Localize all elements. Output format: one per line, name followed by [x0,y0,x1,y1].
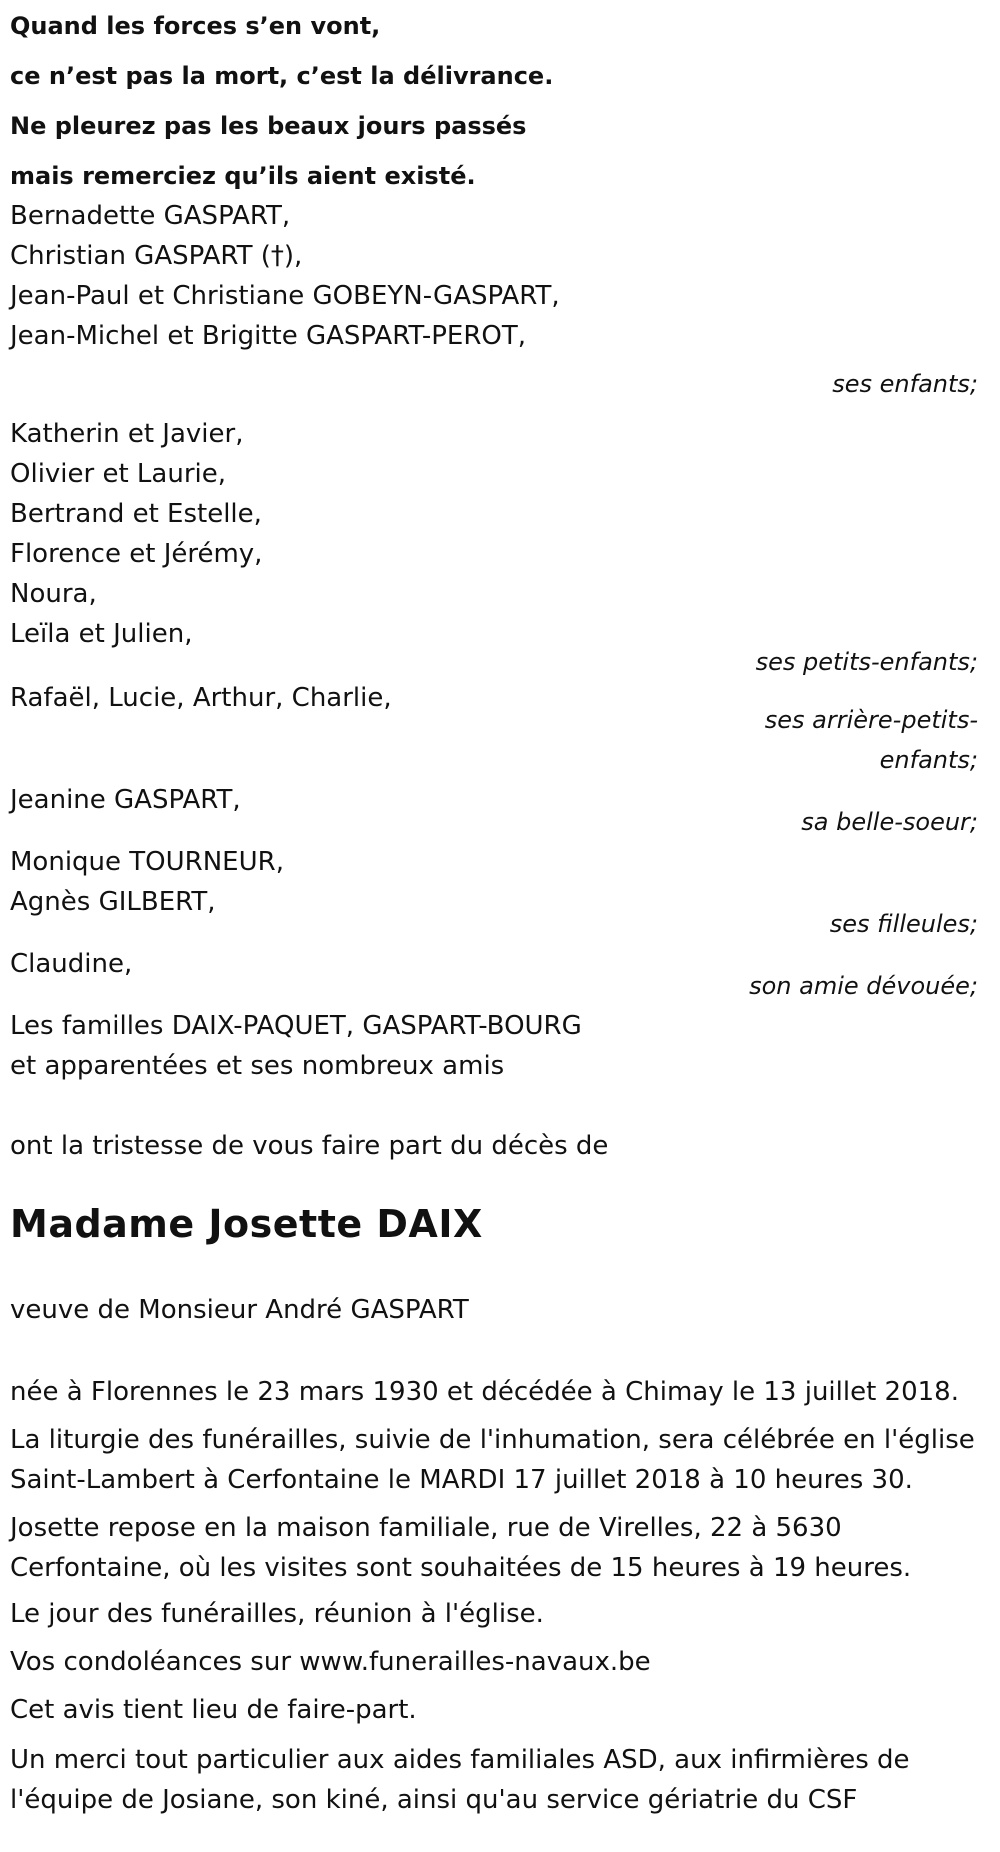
birth-death-info: née à Florennes le 23 mars 1930 et décédée à Chimay le 13 juillet 2018. [10,1377,959,1407]
family-member-name: Katherin et Javier, [10,419,244,449]
family-member-name: Jeanine GASPART, [10,785,241,815]
visitation-info: Josette repose en la maison familiale, rue de Virelles, 22 à 5630 Cerfontaine, où les visites sont souhaitées de 15 heures à 19 heures. [10,1513,912,1583]
poem-line: Ne pleurez pas les beaux jours passés [10,112,527,140]
relation-grandchildren: ses petits-enfants; [755,648,978,676]
family-member-name: Leïla et Julien, [10,619,193,649]
family-member-name: Claudine, [10,949,133,979]
family-member-name: Bernadette GASPART, [10,201,291,231]
relation-great-grandchildren: ses arrière-petits-enfants; [764,706,978,774]
family-member-name: Florence et Jérémy, [10,539,263,569]
poem-line: mais remerciez qu’ils aient existé. [10,162,476,190]
goddaughters-group [10,842,284,922]
meeting-info: Le jour des funérailles, réunion à l'église. [10,1599,544,1629]
family-member-name: Noura, [10,579,97,609]
family-member-name: Bertrand et Estelle, [10,499,262,529]
deceased-name: Madame Josette DAIX [10,1202,483,1246]
family-member-name: Rafaël, Lucie, Arthur, Charlie, [10,683,392,713]
families-group [10,1006,582,1086]
relation-friend: son amie dévouée; [749,972,978,1000]
widow-of-text: veuve de Monsieur André GASPART [10,1295,469,1325]
children-group [10,196,560,356]
great-grandchildren-group [10,678,392,718]
family-member-name: Christian GASPART (†), [10,241,303,271]
families-line: et apparentées et ses nombreux amis [10,1051,505,1081]
family-member-name: Monique TOURNEUR, [10,847,284,877]
notice-info: Cet avis tient lieu de faire-part. [10,1695,417,1725]
poem-line: ce n’est pas la mort, c’est la délivrance. [10,62,554,90]
friend-group [10,944,132,984]
family-member-name: Agnès GILBERT, [10,887,216,917]
family-member-name: Olivier et Laurie, [10,459,226,489]
opening-poem [10,4,990,204]
relation-children: ses enfants; [832,370,978,398]
sister-in-law-group [10,780,241,820]
family-member-name: Jean-Paul et Christiane GOBEYN-GASPART, [10,281,560,311]
relation-goddaughters: ses filleules; [829,910,978,938]
poem-line: Quand les forces s’en vont, [10,12,381,40]
condolences-info: Vos condoléances sur www.funerailles-navaux.be [10,1647,651,1677]
thanks-info: Un merci tout particulier aux aides familiales ASD, aux infirmières de l'équipe de Josiane, son kiné, ainsi qu'au service gériatrie du CSF [10,1745,910,1815]
family-member-name: Jean-Michel et Brigitte GASPART-PEROT, [10,321,527,351]
announcement-text: ont la tristesse de vous faire part du décès de [10,1131,609,1161]
families-line: Les familles DAIX-PAQUET, GASPART-BOURG [10,1011,582,1041]
relation-sister-in-law: sa belle-soeur; [801,808,978,836]
funeral-info: La liturgie des funérailles, suivie de l'inhumation, sera célébrée en l'église Saint-Lambert à Cerfontaine le MARDI 17 juillet 2018 à 10 heures 30. [10,1425,975,1495]
grandchildren-group [10,414,262,654]
